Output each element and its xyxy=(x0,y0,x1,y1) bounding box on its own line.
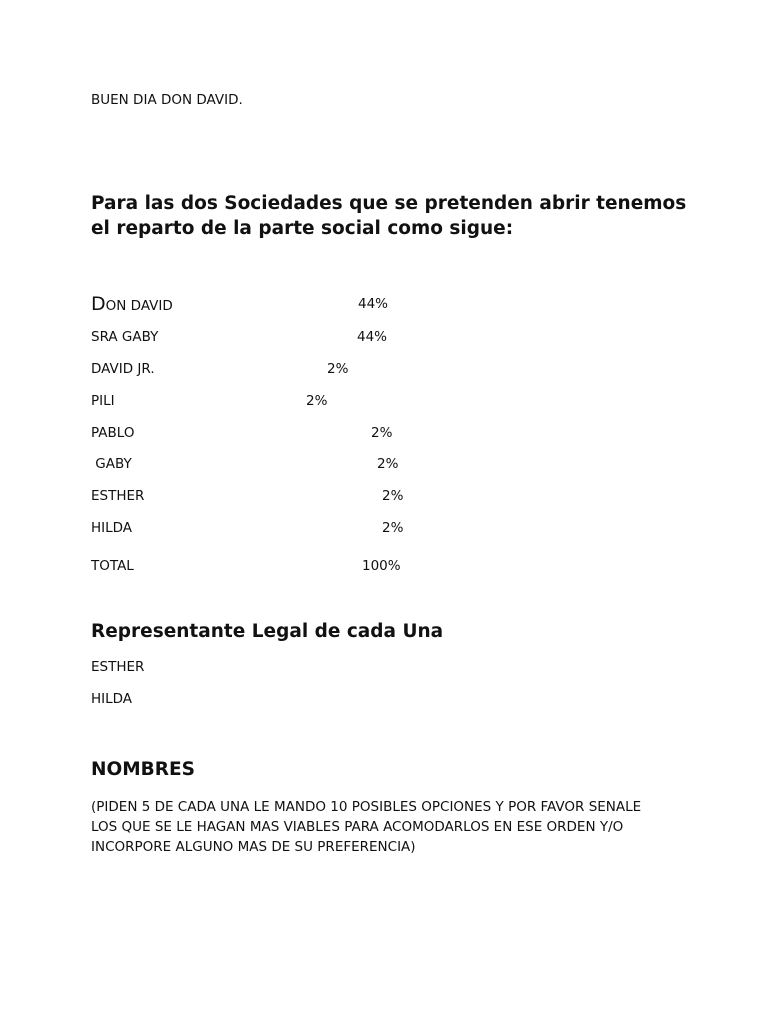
greeting-text: BUEN DIA DON DAVID. xyxy=(91,92,243,108)
share-percent-don-david: 44% xyxy=(358,296,389,312)
share-name-gaby: GABY xyxy=(91,456,132,472)
share-percent-hilda: 2% xyxy=(382,520,404,536)
share-name-rest: ON DAVID xyxy=(105,298,173,314)
names-note: (PIDEN 5 DE CADA UNA LE MANDO 10 POSIBLES OPCIONES Y POR FAVOR SENALE LOS QUE SE LE HAGAN MAS VIABLES PARA ACOMODARLOS EN ESE ORDEN Y/O INCORPORE ALGUNO MAS DE SU PREFERENCIA) xyxy=(91,799,642,855)
share-name-pili: PILI xyxy=(91,393,115,409)
share-percent-pili: 2% xyxy=(306,393,328,409)
share-percent-esther: 2% xyxy=(382,488,404,504)
share-percent-sra-gaby: 44% xyxy=(357,329,388,345)
share-name-don-david xyxy=(91,293,173,315)
share-percent-pablo: 2% xyxy=(371,425,393,441)
share-name-esther: ESTHER xyxy=(91,488,145,504)
share-name-pablo: PABLO xyxy=(91,425,135,441)
share-percent-total: 100% xyxy=(362,558,401,574)
share-name-david-jr: DAVID JR. xyxy=(91,361,155,377)
share-percent-david-jr: 2% xyxy=(327,361,349,377)
share-name-hilda: HILDA xyxy=(91,520,133,536)
share-name-total: TOTAL xyxy=(91,558,134,574)
share-percent-gaby: 2% xyxy=(377,456,399,472)
share-name-initial: D xyxy=(91,293,106,315)
names-heading: NOMBRES xyxy=(91,759,195,780)
intro-heading: Para las dos Sociedades que se pretenden abrir tenemos el reparto de la parte social como sigue: xyxy=(91,193,687,239)
share-name-sra-gaby: SRA GABY xyxy=(91,329,159,345)
representatives-heading: Representante Legal de cada Una xyxy=(91,621,444,642)
representative-hilda: HILDA xyxy=(91,691,133,707)
representative-esther: ESTHER xyxy=(91,659,145,675)
